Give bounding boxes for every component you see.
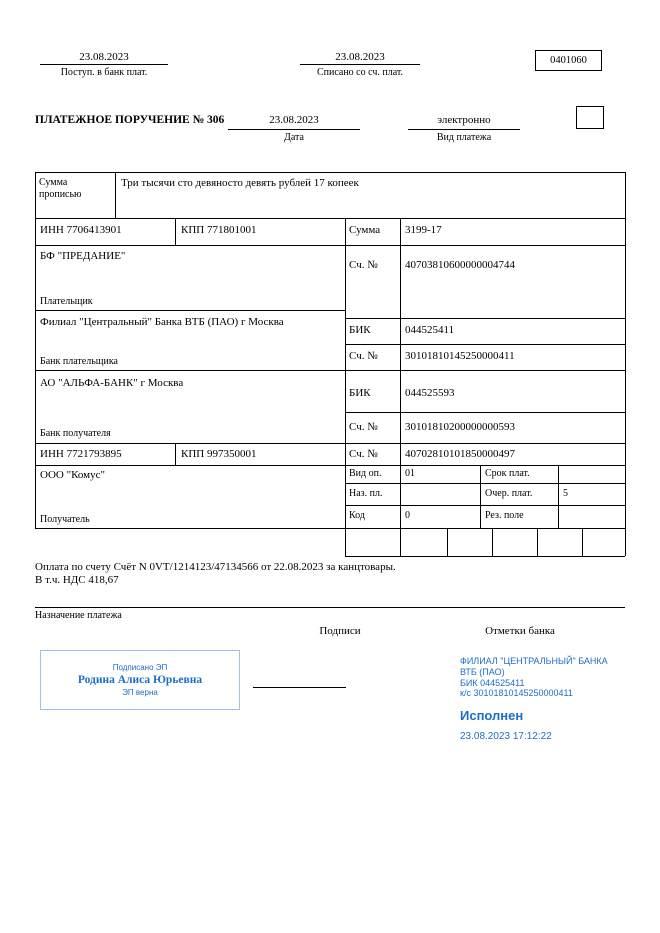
- payer-kpp: КПП 771801001: [181, 224, 257, 236]
- receiver-bank-bik-label: БИК: [349, 387, 371, 399]
- esign-name: Родина Алиса Юрьевна: [77, 674, 203, 686]
- stamp-corr-account: к/с 30101810145250000411: [460, 688, 573, 699]
- amount-words: Три тысячи сто девяносто девять рублей 17 копеек: [121, 177, 359, 189]
- purpose-line2: В т.ч. НДС 418,67: [35, 574, 119, 586]
- payer-bank-label: Банк плательщика: [40, 356, 118, 367]
- esign-signed-label: Подписано ЭП: [112, 663, 168, 672]
- grid-line: [625, 172, 626, 556]
- debited-date: 23.08.2023: [335, 51, 385, 63]
- payer-bank-name: Филиал "Центральный" Банка ВТБ (ПАО) г Москва: [40, 316, 284, 328]
- signatures-label: Подписи: [319, 625, 361, 637]
- receiver-bank-bik: 044525593: [405, 387, 455, 399]
- receiver-name: ООО "Комус": [40, 469, 105, 481]
- receiver-label: Получатель: [40, 514, 90, 525]
- stamp-status: Исполнен: [460, 708, 524, 724]
- grid-line: [582, 528, 583, 556]
- receiver-account-label: Сч. №: [349, 448, 378, 460]
- grid-line: [35, 465, 625, 466]
- receiver-account: 40702810101850000497: [405, 448, 515, 460]
- grid-line: [175, 218, 176, 245]
- stamp-datetime: 23.08.2023 17:12:22: [460, 730, 552, 742]
- grid-line: [35, 443, 625, 444]
- grid-line: [447, 528, 448, 556]
- purpose-line1: Оплата по счету Счёт N 0VT/1214123/47134566 от 22.08.2023 за канцтовары.: [35, 561, 396, 573]
- payer-name: БФ "ПРЕДАНИЕ": [40, 250, 126, 262]
- payer-bank-account: 30101810145250000411: [405, 350, 515, 362]
- form-code-box: [535, 50, 602, 71]
- form-code: 0401060: [550, 55, 587, 66]
- underline: [228, 129, 360, 130]
- payer-inn: ИНН 7706413901: [40, 224, 122, 236]
- esign-verified-label: ЭП верна: [122, 688, 158, 697]
- grid-line: [345, 344, 625, 345]
- receiver-bank-label: Банк получателя: [40, 428, 111, 439]
- stamp-bank-name-1: ФИЛИАЛ "ЦЕНТРАЛЬНЫЙ" БАНКА: [460, 656, 608, 666]
- grid-line: [345, 412, 625, 413]
- grid-line: [175, 443, 176, 465]
- date-label: Дата: [284, 132, 304, 143]
- grid-line: [558, 465, 559, 528]
- code-label: Код: [349, 510, 365, 521]
- payment-kind: электронно: [437, 114, 491, 126]
- pay-term-label: Срок плат.: [485, 468, 530, 479]
- payer-account: 40703810600000004744: [405, 259, 515, 271]
- doc-date: 23.08.2023: [269, 114, 319, 126]
- grid-line: [400, 218, 401, 556]
- payer-account-label: Сч. №: [349, 259, 378, 271]
- underline: [300, 64, 420, 65]
- received-date: 23.08.2023: [79, 51, 129, 63]
- code-value: 0: [405, 510, 410, 521]
- purpose-label: Назначение платежа: [35, 610, 122, 621]
- grid-line: [35, 310, 345, 311]
- sum-label: Сумма: [349, 224, 381, 236]
- received-label: Поступ. в банк плат.: [60, 67, 148, 78]
- reserve-box: [576, 106, 604, 129]
- receiver-inn: ИНН 7721793895: [40, 448, 122, 460]
- payer-bank-bik: 044525411: [405, 324, 455, 336]
- op-kind-label: Вид оп.: [349, 468, 382, 479]
- grid-line: [35, 370, 625, 371]
- grid-line: [35, 245, 625, 246]
- grid-line: [537, 528, 538, 556]
- grid-line: [345, 556, 625, 557]
- grid-line: [492, 528, 493, 556]
- grid-line: [35, 218, 625, 219]
- grid-line: [345, 483, 625, 484]
- underline: [408, 129, 520, 130]
- grid-line: [345, 218, 346, 556]
- naz-label: Наз. пл.: [349, 488, 383, 499]
- res-field-label: Рез. поле: [485, 510, 524, 521]
- esign-box: [40, 650, 240, 710]
- amount-words-label: Сумма прописью: [39, 177, 82, 200]
- receiver-bank-name: АО "АЛЬФА-БАНК" г Москва: [40, 377, 184, 389]
- grid-line: [345, 505, 625, 506]
- underline: [40, 64, 168, 65]
- payer-label: Плательщик: [40, 296, 93, 307]
- payer-bank-bik-label: БИК: [349, 324, 371, 336]
- signature-line: [253, 687, 346, 688]
- stamp-bank-name-2: ВТБ (ПАО): [460, 666, 505, 677]
- payment-kind-label: Вид платежа: [436, 132, 492, 143]
- queue-label: Очер. плат.: [485, 488, 533, 499]
- receiver-bank-account-label: Сч. №: [349, 421, 378, 433]
- grid-line: [35, 172, 36, 528]
- doc-title: ПЛАТЕЖНОЕ ПОРУЧЕНИЕ № 306: [35, 114, 225, 126]
- debited-label: Списано со сч. плат.: [316, 67, 404, 78]
- queue-value: 5: [563, 488, 568, 499]
- receiver-kpp: КПП 997350001: [181, 448, 257, 460]
- stamp-bik: БИК 044525411: [460, 677, 525, 688]
- bank-stamp: [460, 656, 632, 743]
- grid-line: [345, 318, 625, 319]
- grid-line: [35, 172, 625, 173]
- receiver-bank-account: 30101810200000000593: [405, 421, 515, 433]
- sum-value: 3199-17: [405, 224, 442, 236]
- grid-line: [35, 607, 625, 608]
- grid-line: [115, 172, 116, 218]
- bank-marks-label: Отметки банка: [485, 625, 555, 637]
- grid-line: [480, 465, 481, 528]
- payer-bank-account-label: Сч. №: [349, 350, 378, 362]
- op-kind-value: 01: [405, 468, 415, 479]
